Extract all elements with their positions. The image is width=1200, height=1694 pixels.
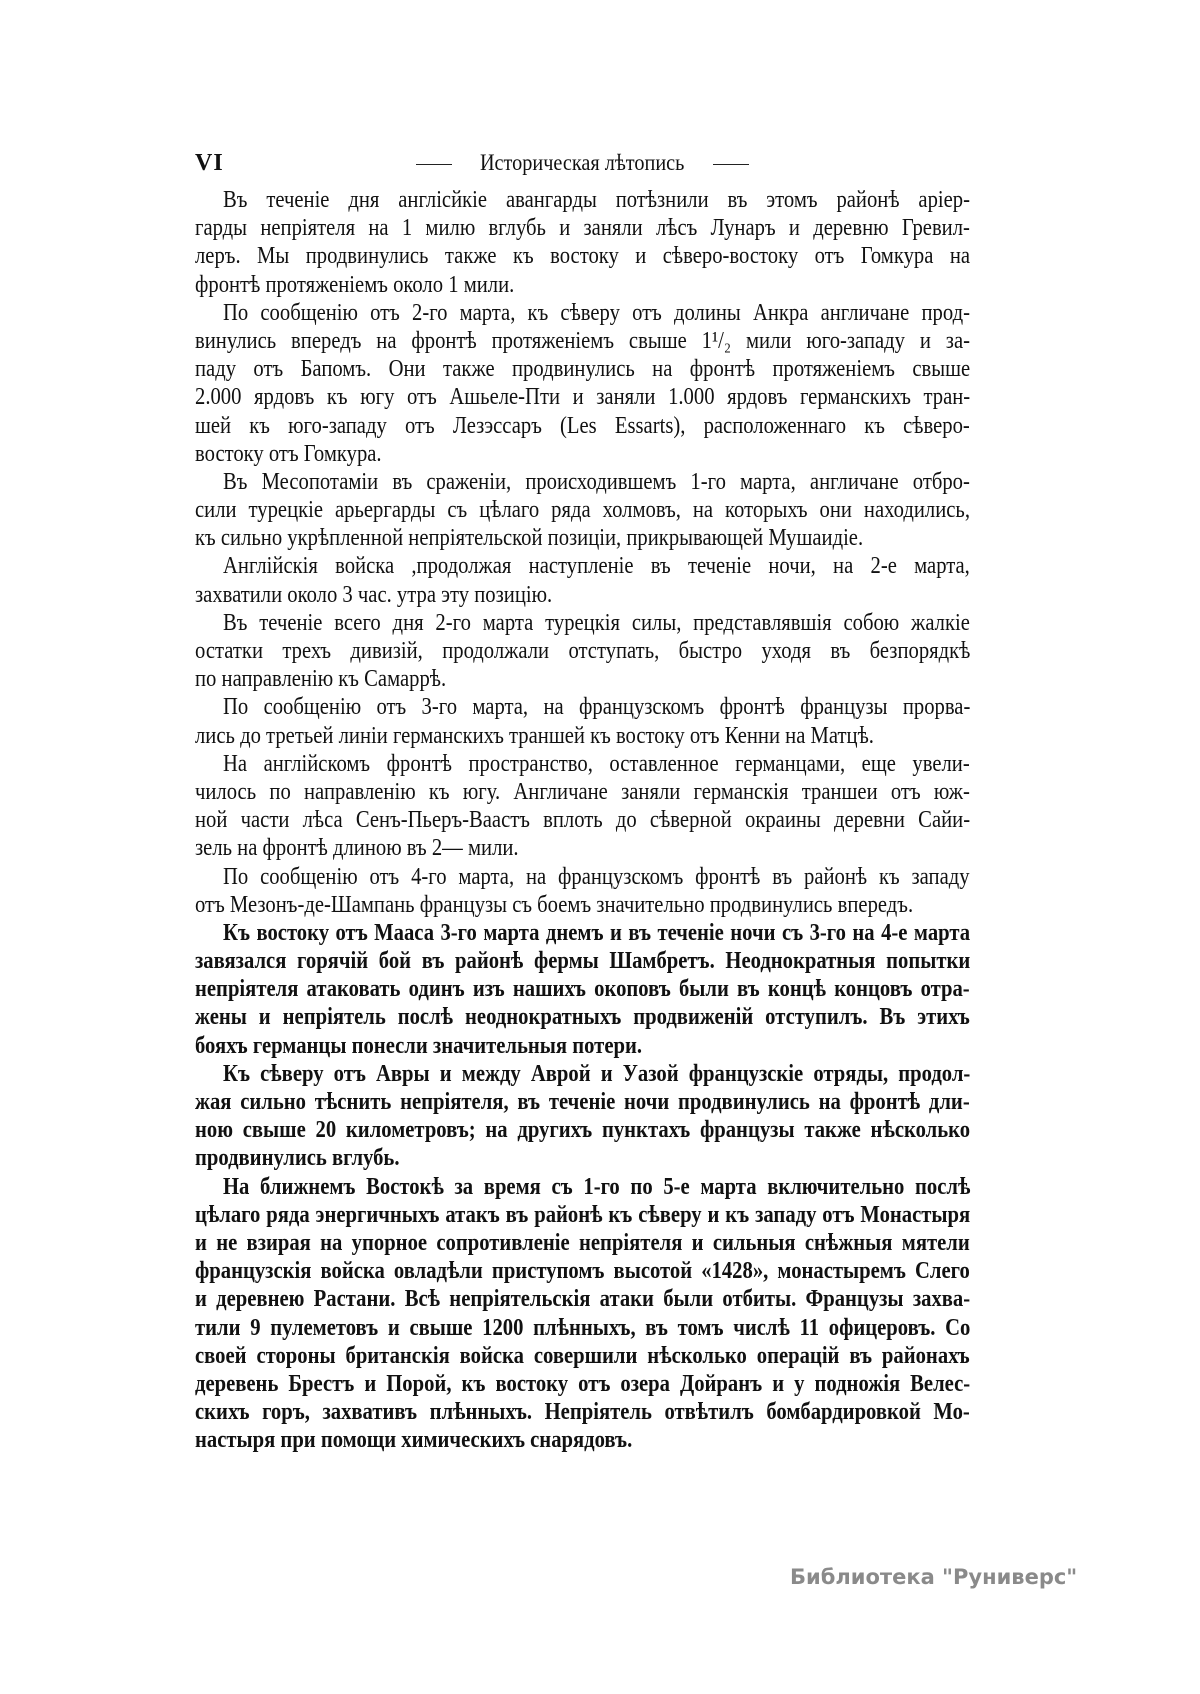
text-line-content: гарды непріятеля на 1 милю вглубь и заняли лѣсъ Лунаръ и деревню Гревил-: [195, 215, 970, 242]
text-line: [195, 524, 970, 552]
text-line: [195, 919, 970, 947]
text-line-content: тили 9 пулеметовъ и свыше 1200 плѣнныхъ, въ томъ числѣ 11 офицеровъ. Со: [195, 1314, 971, 1341]
paragraph: [195, 609, 970, 694]
text-line: [195, 1229, 970, 1257]
text-line-content: Въ Месопотаміи въ сраженіи, происходившемъ 1-го марта, англичане отбро-: [223, 468, 970, 495]
text-line-content: 2.000 ярдовъ къ югу отъ Ашьеле-Пти и заняли 1.000 ярдовъ германскихъ тран-: [195, 384, 971, 411]
text-line: [195, 1060, 970, 1088]
text-line: [195, 496, 970, 524]
text-line-content: Въ теченіе дня англісйкіе авангарды потѣзнили въ этомъ районѣ аріер-: [223, 187, 971, 213]
paragraph: [195, 468, 970, 553]
text-line-content: остатки трехъ дивизій, продолжали отступать, быстро уходя въ безпорядкѣ: [195, 638, 971, 664]
paragraph: [195, 919, 970, 1060]
text-line: [195, 1426, 970, 1454]
text-line-content: чилось по направленію къ югу. Англичане заняли германскія траншеи отъ юж-: [195, 778, 970, 805]
text-line: [195, 693, 970, 721]
paragraph: [195, 299, 970, 468]
text-line: [195, 975, 970, 1003]
text-line: [195, 891, 970, 919]
text-line: [195, 186, 970, 214]
text-line-content: лись до третьей линіи германскихъ траншей къ востоку отъ Кенни на Матцѣ.: [195, 722, 874, 749]
text-line: [195, 1314, 970, 1342]
text-line-content: продвинулись вглубь.: [195, 1145, 400, 1172]
text-line: [195, 1003, 970, 1031]
text-line-content: скихъ горъ, захвативъ плѣнныхъ. Непріятель отвѣтилъ бомбардировкой Мо-: [195, 1399, 970, 1426]
text-line-content: французскія войска овладѣли приступомъ высотой «1428», монастыремъ Слего: [195, 1258, 970, 1285]
text-line-content: и не взирая на упорное сопротивленіе непріятеля и сильныя снѣжныя мятели: [195, 1229, 970, 1256]
text-line-content: Англійскія войска ,продолжая наступленіе въ теченіе ночи, на 2-е марта,: [223, 553, 970, 580]
text-line: [195, 1173, 970, 1201]
text-line: [195, 271, 970, 299]
text-line: [195, 722, 970, 750]
text-line-content: фронтѣ протяженіемъ около 1 мили.: [195, 271, 515, 298]
paragraph: [195, 863, 970, 919]
text-line-content: по направленію къ Самаррѣ.: [195, 666, 447, 693]
text-line-content: завязался горячій бой въ районѣ фермы Шамбретъ. Неоднократныя попытки: [195, 948, 971, 975]
text-line: [195, 1285, 970, 1313]
text-line-content: отъ Мезонъ-де-Шампань французы съ боемъ значительно продвинулись впередъ.: [195, 891, 914, 918]
text-line: [195, 1201, 970, 1229]
text-line: [195, 778, 970, 806]
text-line-content: сили турецкіе арьергарды съ цѣлаго ряда холмовъ, на которыхъ они находились,: [195, 497, 970, 524]
text-line: [195, 581, 970, 609]
text-line-content: востоку отъ Гомкура.: [195, 440, 382, 467]
text-line: [195, 1144, 970, 1172]
text-line-content: леръ. Мы продвинулись также къ востоку и сѣверо-востоку отъ Гомкура на: [195, 243, 971, 270]
text-line: [195, 468, 970, 496]
text-line-content: жая сильно тѣснить непріятеля, въ теченіе ночи продвинулись на фронтѣ дли-: [195, 1089, 970, 1115]
text-line-content: шей къ юго-западу отъ Лезэссаръ (Les Essarts), расположеннаго къ сѣверо-: [195, 412, 970, 439]
text-line: [195, 806, 970, 834]
paragraph: [195, 186, 970, 299]
text-line-content: Въ теченіе всего дня 2-го марта турецкія силы, представлявшія собою жалкіе: [223, 609, 970, 636]
text-line-content: бояхъ германцы понесли значительныя потери.: [195, 1032, 643, 1059]
paragraph: [195, 552, 970, 608]
paragraph: [195, 1173, 970, 1455]
text-line-content: цѣлаго ряда энергичныхъ атакъ въ районѣ къ сѣверу и къ западу отъ Монастыря: [195, 1201, 971, 1228]
text-line: [195, 834, 970, 862]
text-line: [195, 214, 970, 242]
text-line-content: непріятеля атаковать одинъ изъ нашихъ окоповъ были въ концѣ концовъ отра-: [195, 976, 970, 1003]
text-line-content: На англійскомъ фронтѣ пространство, оставленное германцами, еще увели-: [223, 750, 970, 777]
text-line-content: захватили около 3 час. утра эту позицію.: [195, 581, 553, 608]
text-line: [195, 1398, 970, 1426]
text-line: [195, 1032, 970, 1060]
text-line-content: ною свыше 20 километровъ; на другихъ пунктахъ французы также нѣсколько: [195, 1117, 971, 1144]
running-title-block: [195, 150, 970, 176]
text-line: [195, 440, 970, 468]
text-line: [195, 242, 970, 270]
text-line-content: По сообщенію отъ 4-го марта, на французскомъ фронтѣ въ районѣ къ западу: [223, 863, 970, 890]
text-line: [195, 1116, 970, 1144]
text-line-content: и деревнею Растани. Всѣ непріятельскія атаки были отбиты. Французы захва-: [195, 1286, 971, 1313]
text-line-content: На ближнемъ Востокѣ за время съ 1-го по 5-е марта включительно послѣ: [223, 1173, 971, 1200]
page-number: VI: [195, 150, 224, 176]
text-line: [195, 609, 970, 637]
text-line-content: своей стороны британскія войска совершили нѣсколько операцій въ районахъ: [195, 1342, 970, 1369]
text-line: [195, 863, 970, 891]
page-body-text: [195, 186, 970, 1454]
text-line-content: По сообщенію отъ 3-го марта, на французскомъ фронтѣ французы прорва-: [223, 694, 971, 721]
text-line-content: къ сильно укрѣпленной непріятельской позиціи, прикрывающей Мушаидіе.: [195, 525, 864, 552]
text-line: [195, 1342, 970, 1370]
text-line-content: паду отъ Бапомъ. Они также продвинулись на фронтѣ протяженіемъ свыше: [195, 356, 971, 383]
text-line: [195, 412, 970, 440]
paragraph: [195, 693, 970, 749]
text-line: [195, 750, 970, 778]
text-line: [195, 299, 970, 327]
text-line-content: зель на фронтѣ длиною въ 2— мили.: [195, 835, 519, 862]
running-header: [195, 150, 970, 180]
text-line: [195, 552, 970, 580]
paragraph: [195, 1060, 970, 1173]
text-line: [195, 1088, 970, 1116]
title-rule-left: [416, 164, 452, 165]
text-line: [195, 355, 970, 383]
text-line: [195, 383, 970, 411]
text-line-content: Къ сѣверу отъ Авры и между Аврой и Уазой французскіе отряды, продол-: [223, 1060, 971, 1087]
text-line: [195, 327, 970, 355]
text-line: [195, 947, 970, 975]
text-line-content: По сообщенію отъ 2-го марта, къ сѣверу отъ долины Анкра англичане прод-: [223, 299, 970, 326]
text-line-content: настыря при помощи химическихъ снарядовъ.: [195, 1427, 633, 1454]
text-line: [195, 1370, 970, 1398]
paragraph: [195, 750, 970, 863]
text-line-content: Къ востоку отъ Мааса 3-го марта днемъ и въ теченіе ночи съ 3-го на 4-е марта: [223, 919, 971, 946]
text-line-content: ной части лѣса Сенъ-Пьеръ-Ваастъ вплоть до сѣверной окраины деревни Сайи-: [195, 807, 971, 834]
title-rule-right: [713, 164, 749, 165]
text-line-content: жены и непріятель послѣ неоднократныхъ продвиженій отступилъ. Въ этихъ: [195, 1004, 970, 1031]
running-title: Историческая лѣтопись: [480, 150, 685, 175]
text-line: [195, 1257, 970, 1285]
text-line: [195, 637, 970, 665]
text-line: [195, 665, 970, 693]
library-watermark: Библиотека "Руниверс": [790, 1565, 1078, 1589]
text-line-content: деревень Брестъ и Порой, къ востоку отъ озера Дойранъ и у подножія Велес-: [195, 1370, 971, 1397]
text-line-content: винулись впередъ на фронтѣ протяженіемъ свыше 1¹/₂ мили юго-западу и за-: [195, 327, 970, 354]
